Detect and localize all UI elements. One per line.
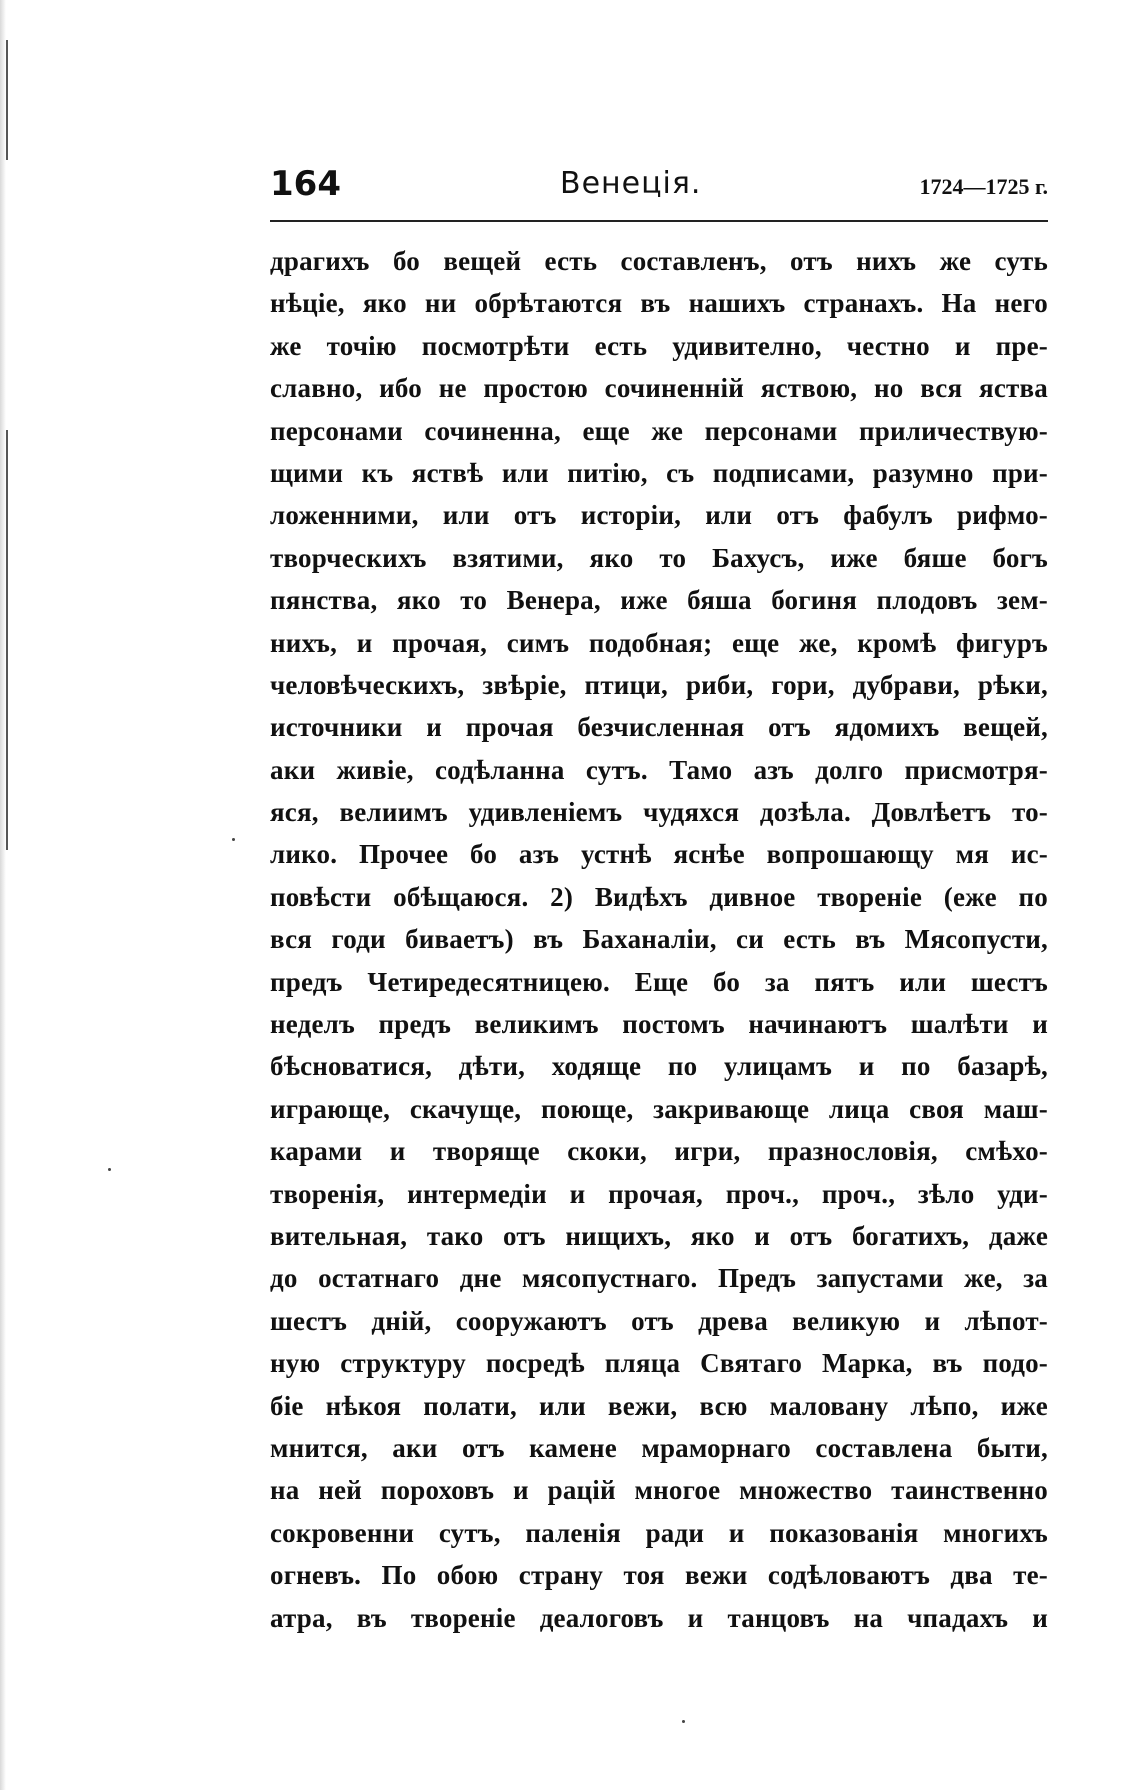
scan-speck: [232, 838, 235, 841]
text-line: шестъ дній, сооружаютъ отъ древа великую и лѣпот-: [270, 1305, 1048, 1336]
page-number: 164: [270, 164, 341, 204]
text-line: вительная, тако отъ нищихъ, яко и отъ богатихъ, даже: [270, 1220, 1048, 1251]
text-line: ложенними, или отъ исторіи, или отъ фабулъ рифмо-: [270, 500, 1048, 531]
text-line: біе нѣкоя полати, или вежи, всю маловану лѣпо, иже: [270, 1390, 1048, 1421]
text-line: предъ Четиредесятницею. Еще бо за пятъ или шестъ: [270, 966, 1048, 997]
body-text: [270, 240, 1048, 1639]
text-line: атра, въ твореніе деалоговъ и танцовъ на чпадахъ и: [270, 1602, 1048, 1633]
running-title: Венеція.: [560, 166, 702, 201]
text-line: яся, велиимъ удивленіемъ чудяхся дозѣла. Довлѣетъ то-: [270, 797, 1048, 828]
text-line: персонами сочиненна, еще же персонами приличествую-: [270, 415, 1048, 446]
text-line: вся годи биваетъ) въ Баханаліи, си есть въ Мясопусти,: [270, 924, 1048, 955]
scan-gutter-mark: [6, 40, 8, 160]
text-line: до остатнаго дне мясопустнаго. Предъ запустами же, за: [270, 1263, 1048, 1294]
scan-speck: [108, 1168, 111, 1171]
text-line: творческихъ взятими, яко то Бахусъ, иже бяше богъ: [270, 542, 1048, 573]
year-range: 1724—1725 г.: [919, 174, 1048, 199]
text-line: повѣсти обѣщаюся. 2) Видѣхъ дивное твореніе (еже по: [270, 881, 1048, 912]
text-line: бѣсноватися, дѣти, ходяще по улицамъ и по базарѣ,: [270, 1051, 1048, 1082]
text-line: на ней пороховъ и рацій многое множество таинственно: [270, 1475, 1048, 1506]
text-line: сокровенни сутъ, паленія ради и показованія многихъ: [270, 1517, 1048, 1548]
text-line: человѣческихъ, звѣріе, птици, риби, гори, дубрави, рѣки,: [270, 669, 1048, 700]
scan-gutter-mark: [6, 430, 8, 850]
text-line: пянства, яко то Венера, иже бяша богиня плодовъ зем-: [270, 585, 1048, 616]
text-line: лико. Прочее бо азъ устнѣ яснѣе вопрошающу мя ис-: [270, 839, 1048, 870]
text-line: ную структуру посредѣ пляца Святаго Марка, въ подо-: [270, 1348, 1048, 1379]
text-line: же точію посмотрѣти есть удивително, честно и пре-: [270, 330, 1048, 361]
text-line: карами и творяще скоки, игри, празнословія, смѣхо-: [270, 1136, 1048, 1167]
text-line: творенія, интермедіи и прочая, проч., проч., зѣло уди-: [270, 1178, 1048, 1209]
text-line: огневъ. По обою страну тоя вежи содѣловаютъ два те-: [270, 1560, 1048, 1591]
text-line: нѣціе, яко ни обрѣтаются въ нашихъ странахъ. На него: [270, 288, 1048, 319]
text-line: неделъ предъ великимъ постомъ начинаютъ шалѣти и: [270, 1009, 1048, 1040]
text-line: нихъ, и прочая, симъ подобная; еще же, кромѣ фигуръ: [270, 627, 1048, 658]
text-line: мнится, аки отъ камене мраморнаго составлена быти,: [270, 1432, 1048, 1463]
text-line: аки живіе, содѣланна сутъ. Тамо азъ долго присмотря-: [270, 754, 1048, 785]
page-header: [270, 160, 1048, 222]
text-line: славно, ибо не простою сочиненній яствою, но вся яства: [270, 373, 1048, 404]
scan-speck: [682, 1720, 685, 1723]
scan-edge: [0, 0, 6, 1790]
text-line: щими къ яствѣ или питію, съ подписами, разумно при-: [270, 457, 1048, 488]
text-line: играюще, скачуще, поюще, закривающе лица своя маш-: [270, 1093, 1048, 1124]
text-line: источники и прочая безчисленная отъ ядомихъ вещей,: [270, 712, 1048, 743]
text-line: драгихъ бо вещей есть составленъ, отъ нихъ же суть: [270, 246, 1048, 276]
